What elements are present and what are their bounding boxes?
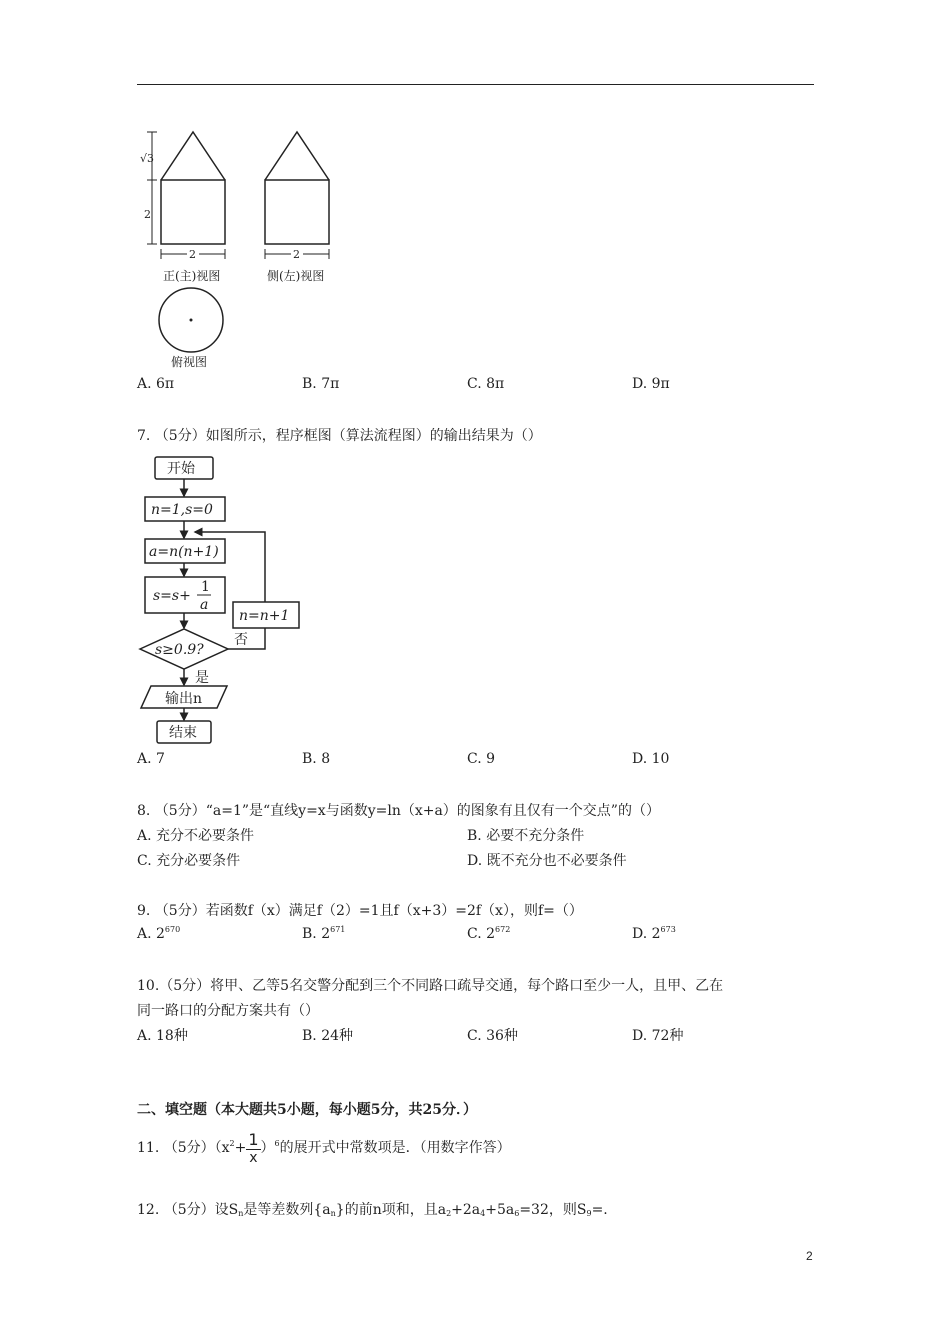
q10-option-c: C. 36种	[467, 1028, 518, 1044]
flow-output-text: 输出n	[165, 691, 203, 707]
q7-option-a: A. 7	[137, 751, 165, 767]
q10-option-d: D. 72种	[632, 1028, 684, 1044]
flow-step-s-num: 1	[201, 579, 210, 595]
q8-option-b: B. 必要不充分条件	[467, 828, 585, 844]
q9-stem: 9. （5分）若函数f（x）满足f（2）=1且f（x+3）=2f（x），则f=（）	[137, 903, 583, 919]
q6-option-b: B. 7π	[302, 376, 340, 392]
flow-increment-text: n=n+1	[239, 608, 290, 624]
q7-option-c: C. 9	[467, 751, 496, 767]
q6-option-c: C. 8π	[467, 376, 505, 392]
q9-option-d: D. $2^{673}$	[632, 925, 676, 942]
q7-stem: 7. （5分）如图所示，程序框图（算法流程图）的输出结果为（）	[137, 428, 542, 444]
q6-option-a: A. 6π	[137, 376, 175, 392]
flow-no-label: 否	[234, 632, 248, 648]
flow-end-text: 结束	[169, 725, 197, 741]
dim-height: 2	[144, 208, 151, 221]
top-view	[159, 288, 223, 352]
q8-option-a: A. 充分不必要条件	[137, 828, 255, 844]
flow-condition-text: s≥0.9?	[155, 642, 204, 658]
dim-width-side: 2	[293, 248, 300, 261]
q10-option-b: B. 24种	[302, 1028, 354, 1044]
q7-option-d: D. 10	[632, 751, 670, 767]
flow-step-s-den: a	[200, 597, 209, 613]
flowchart	[135, 452, 310, 747]
q11-text: 11. （5分）（$x^2+$ $\frac{1}{x}$ ）$^6$的展开式中常数项是．（用数字作答）	[137, 1129, 511, 1166]
three-views-figure	[135, 125, 345, 375]
q6-option-d: D. 9π	[632, 376, 670, 392]
dim-width-front: 2	[189, 248, 196, 261]
q9-option-a: A. $2^{670}$	[137, 925, 181, 942]
section-2-title: 二、填空题（本大题共5小题，每小题5分，共25分．）	[137, 1102, 477, 1118]
q10-stem-line2: 同一路口的分配方案共有（）	[137, 1003, 319, 1019]
q8-option-c: C. 充分必要条件	[137, 853, 241, 869]
front-view-dimensions	[147, 132, 225, 259]
flow-step-s-prefix: s=s+	[153, 588, 191, 604]
page-number: 2	[806, 1249, 813, 1263]
side-view	[265, 132, 329, 244]
q10-stem-line1: 10.（5分）将甲、乙等5名交警分配到三个不同路口疏导交通，每个路口至少一人，且甲、乙在	[137, 978, 724, 994]
q9-option-c: C. $2^{672}$	[467, 925, 511, 942]
q12-text: 12. （5分）设$S_n$是等差数列$\{a_n\}$的前n项和，且$a_2+2a_4+5a_6=32$，则$S_9=$.	[137, 1202, 608, 1218]
front-view-label: 正(主)视图	[163, 269, 221, 283]
dim-sqrt3: √3	[140, 152, 155, 165]
q9-option-b: B. $2^{671}$	[302, 925, 346, 942]
q10-option-a: A. 18种	[137, 1028, 188, 1044]
top-view-label: 俯视图	[171, 355, 208, 369]
flow-step-a-text: a=n(n+1)	[149, 544, 219, 560]
side-view-label: 侧(左)视图	[267, 269, 325, 283]
header-rule	[137, 84, 814, 85]
flow-start-text: 开始	[167, 461, 195, 477]
q8-option-d: D. 既不充分也不必要条件	[467, 853, 627, 869]
flow-init-text: n=1,s=0	[151, 502, 213, 518]
flow-yes-label: 是	[195, 670, 209, 686]
q8-stem: 8. （5分）“a=1”是“直线y=x与函数y=ln（x+a）的图象有且仅有一个交点”的（）	[137, 803, 660, 819]
q7-option-b: B. 8	[302, 751, 331, 767]
q11-fraction: $\frac{1}{x}$	[248, 1129, 259, 1166]
front-view	[161, 132, 225, 244]
